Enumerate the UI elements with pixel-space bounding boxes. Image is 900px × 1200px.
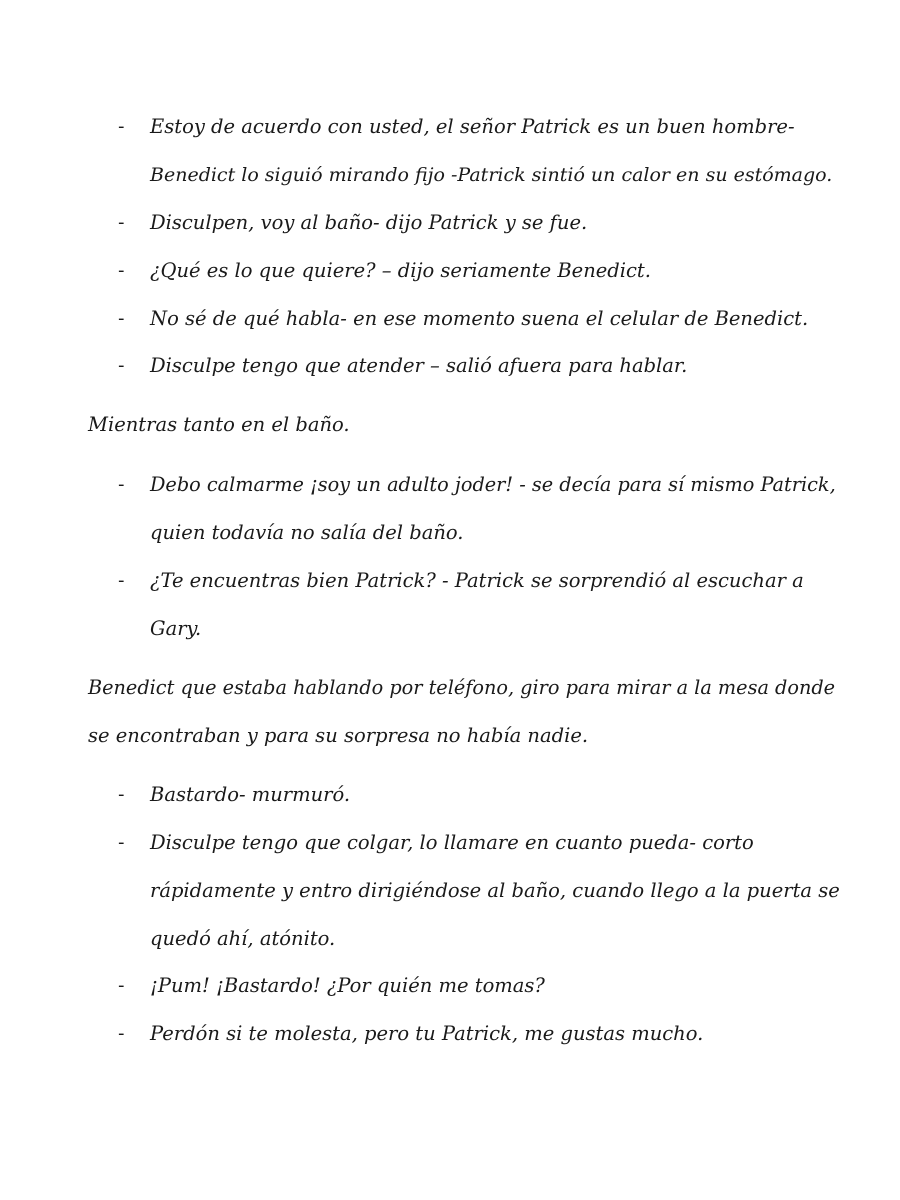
bullet-dash: -: [118, 975, 125, 996]
text-line: quien todavía no salía del baño.: [150, 521, 464, 544]
text-line: Gary.: [150, 617, 202, 640]
bullet-dash: -: [118, 1023, 125, 1044]
text-line: Disculpe tengo que atender – salió afuera para hablar.: [150, 354, 688, 377]
text-line: Bastardo- murmuró.: [150, 783, 351, 806]
bullet-dash: -: [118, 474, 125, 495]
text-line: No sé de qué habla- en ese momento suena el celular de Benedict.: [150, 307, 809, 330]
text-line: quedó ahí, atónito.: [150, 927, 336, 950]
bullet-dash: -: [118, 308, 125, 329]
text-line: rápidamente y entro dirigiéndose al baño, cuando llego a la puerta se: [150, 879, 840, 902]
text-line: Debo calmarme ¡soy un adulto joder! - se decía para sí mismo Patrick,: [150, 473, 836, 496]
bullet-dash: -: [118, 570, 125, 591]
bullet-dash: -: [118, 832, 125, 853]
text-line: ¿Te encuentras bien Patrick? - Patrick se sorprendió al escuchar a: [150, 569, 804, 592]
text-line: ¿Qué es lo que quiere? – dijo seriamente Benedict.: [150, 259, 651, 282]
paragraph-line: se encontraban y para su sorpresa no había nadie.: [88, 724, 589, 747]
text-line: ¡Pum! ¡Bastardo! ¿Por quién me tomas?: [150, 974, 545, 997]
bullet-dash: -: [118, 212, 125, 233]
text-line: Disculpen, voy al baño- dijo Patrick y se fue.: [150, 211, 588, 234]
text-line: Disculpe tengo que colgar, lo llamare en cuanto pueda- corto: [150, 831, 754, 854]
text-line: Estoy de acuerdo con usted, el señor Patrick es un buen hombre-: [150, 115, 795, 138]
bullet-dash: -: [118, 355, 125, 376]
paragraph-line: Mientras tanto en el baño.: [88, 413, 350, 436]
paragraph-line: Benedict que estaba hablando por teléfono, giro para mirar a la mesa donde: [88, 676, 836, 699]
text-line: Perdón si te molesta, pero tu Patrick, me gustas mucho.: [150, 1022, 704, 1045]
bullet-dash: -: [118, 260, 125, 281]
text-line: Benedict lo siguió mirando fijo -Patrick sintió un calor en su estómago.: [150, 164, 833, 186]
bullet-dash: -: [118, 784, 125, 805]
bullet-dash: -: [118, 116, 125, 137]
